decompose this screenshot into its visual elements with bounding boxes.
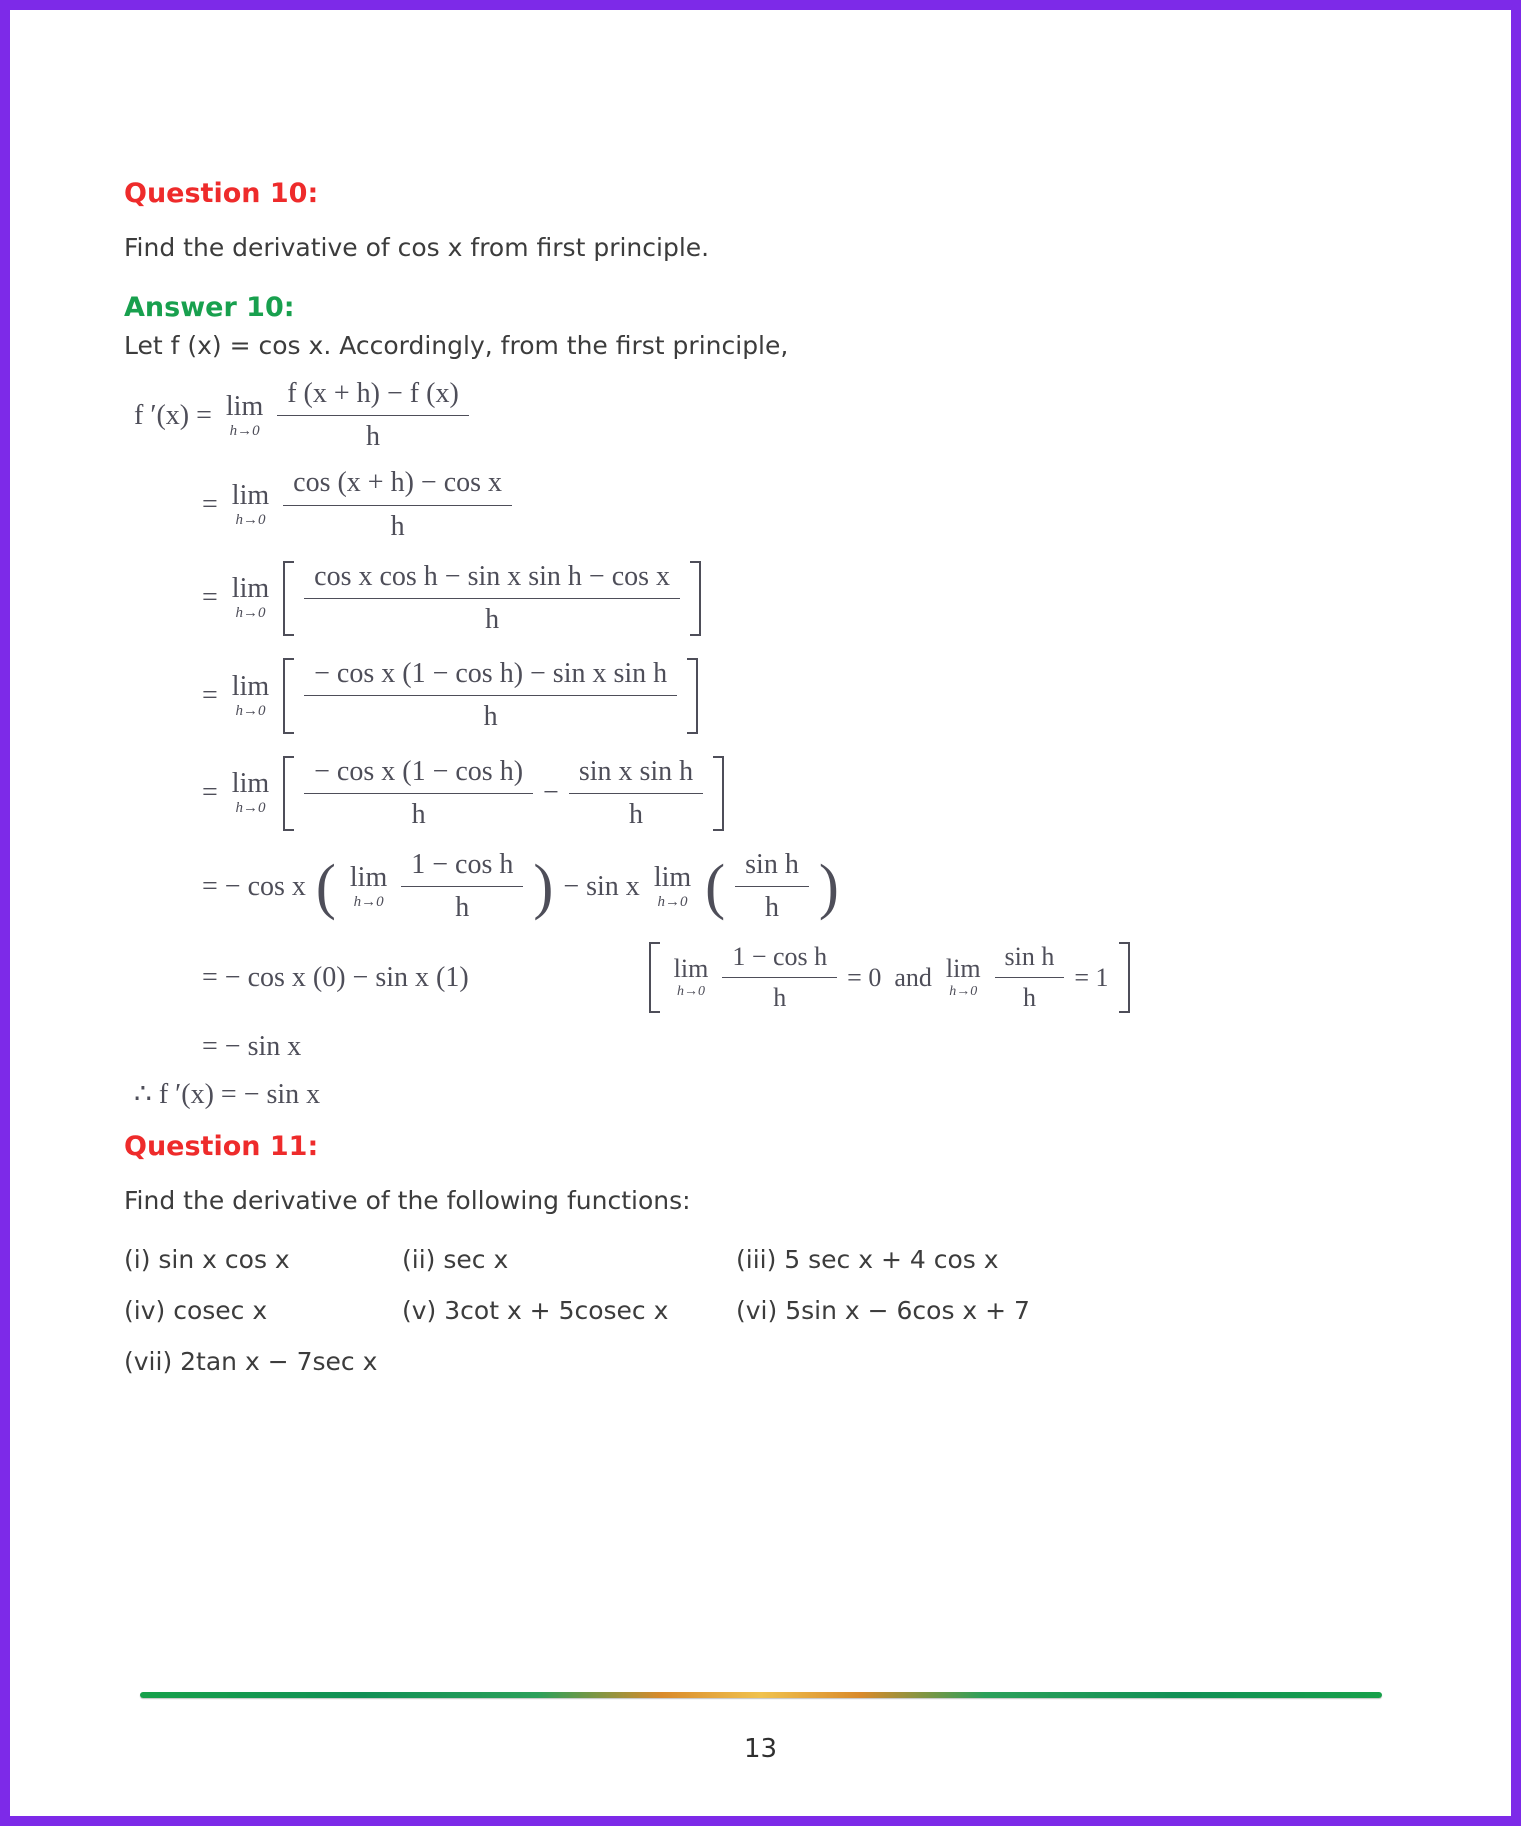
limit-operator — [231, 670, 270, 719]
left-paren: ( — [315, 851, 336, 921]
fraction — [569, 756, 703, 831]
item-iv: (iv) cosec x — [124, 1296, 268, 1326]
denominator: h — [629, 798, 643, 830]
lim-subscript: h→0 — [677, 984, 705, 1000]
denominator: h — [773, 983, 787, 1013]
line7-main: = − cos x (0) − sin x (1) — [202, 961, 469, 993]
fraction — [722, 942, 837, 1013]
lim-word: lim — [231, 480, 270, 512]
numerator: cos x cos h − sin x sin h − cos x — [304, 561, 680, 599]
item-ii: (ii) sec x — [402, 1245, 509, 1275]
square-bracket-group — [283, 557, 701, 640]
lim-subscript: h→0 — [235, 605, 266, 622]
lim-subscript: h→0 — [235, 702, 266, 719]
derivation-block — [124, 378, 1401, 1111]
right-paren: ) — [533, 851, 554, 921]
numerator: f (x + h) − f (x) — [277, 378, 469, 416]
lim-word: lim — [231, 670, 270, 702]
left-paren: ( — [705, 851, 726, 921]
limit-operator — [653, 861, 692, 910]
equation-line-4 — [202, 654, 1401, 737]
question-11-heading: Question 11: — [124, 1131, 319, 1163]
numerator: 1 − cos h — [722, 942, 837, 978]
limit-operator — [232, 575, 269, 621]
lim-subscript: h→0 — [235, 800, 266, 817]
line6-prefix: = − cos x — [202, 870, 306, 902]
left-bracket — [283, 756, 294, 831]
right-bracket — [713, 756, 724, 831]
minus-sign: − — [543, 777, 559, 809]
lim-subscript: h→0 — [235, 512, 266, 529]
fraction — [735, 849, 809, 924]
lim-word: lim — [231, 573, 270, 605]
lim-subscript: h→0 — [657, 893, 688, 910]
right-bracket — [1119, 942, 1130, 1013]
fraction — [304, 756, 533, 831]
equation-line-3 — [202, 557, 1401, 640]
denominator: h — [485, 603, 500, 635]
note-middle: = 0 and — [847, 962, 932, 992]
page-content — [10, 10, 1511, 1376]
lim-word: lim — [945, 954, 981, 984]
lim-subscript: h→0 — [949, 984, 978, 1000]
item-i: (i) sin x cos x — [124, 1245, 290, 1275]
right-bracket — [687, 658, 698, 733]
limit-operator — [232, 770, 269, 816]
fraction — [304, 561, 680, 636]
limit-operator — [674, 956, 709, 999]
limit-operator — [946, 956, 981, 999]
equation-line-6 — [202, 849, 1401, 924]
conclusion-text: ∴ f ′(x) = − sin x — [134, 1079, 321, 1111]
answer-10-intro: Let f (x) = cos x. Accordingly, from the first principle, — [124, 331, 789, 360]
question-11-prompt: Find the derivative of the following functions: — [124, 1186, 691, 1216]
fraction — [304, 658, 677, 733]
note-end: = 1 — [1074, 962, 1109, 992]
limit-operator — [349, 861, 388, 910]
limit-operator — [225, 390, 264, 439]
denominator: h — [483, 701, 498, 733]
denominator: h — [411, 798, 426, 830]
limit-operator — [232, 482, 269, 528]
numerator: sin x sin h — [569, 756, 703, 794]
square-bracket-group — [283, 654, 698, 737]
fraction — [401, 849, 523, 924]
item-iii: (iii) 5 sec x + 4 cos x — [736, 1245, 999, 1275]
answer-10-heading: Answer 10: — [124, 292, 295, 323]
question-11-items — [124, 1245, 1401, 1376]
line8-text: = − sin x — [202, 1031, 302, 1063]
numerator: cos (x + h) − cos x — [283, 467, 512, 505]
equals-sign: = — [202, 489, 218, 521]
equation-line-8 — [202, 1031, 1401, 1063]
left-bracket — [283, 561, 294, 636]
item-v: (v) 3cot x + 5cosec x — [402, 1296, 669, 1326]
lim-subscript: h→0 — [229, 422, 260, 439]
fraction — [277, 378, 469, 453]
denominator: h — [455, 892, 470, 924]
denominator: h — [764, 892, 779, 924]
question-10-heading: Question 10: — [124, 178, 319, 209]
equation-line-7 — [202, 938, 1401, 1017]
numerator: sin h — [735, 849, 809, 887]
right-bracket — [690, 561, 701, 636]
fraction — [995, 942, 1065, 1013]
question-10-prompt: Find the derivative of cos x from first principle. — [124, 233, 710, 262]
left-bracket — [283, 658, 294, 733]
denominator: h — [1022, 983, 1036, 1013]
decorative-divider — [140, 1692, 1382, 1698]
denominator: h — [390, 510, 405, 542]
numerator: sin h — [995, 942, 1065, 978]
equals-sign: = — [202, 679, 218, 711]
line1-lhs: f ′(x) = — [134, 399, 212, 431]
limit-values-note — [649, 938, 1130, 1017]
equation-line-1 — [134, 378, 1401, 453]
item-vi: (vi) 5sin x − 6cos x + 7 — [736, 1296, 1030, 1326]
numerator: − cos x (1 − cos h) − sin x sin h — [304, 658, 677, 696]
lim-word: lim — [231, 768, 270, 800]
numerator: 1 − cos h — [401, 849, 523, 887]
equation-line-5 — [202, 752, 1401, 835]
line6-middle: − sin x — [563, 870, 640, 902]
numerator: − cos x (1 − cos h) — [304, 756, 533, 794]
square-bracket-group — [283, 752, 724, 835]
left-bracket — [649, 942, 660, 1013]
equation-line-2 — [202, 467, 1401, 542]
page-number: 13 — [743, 1734, 778, 1764]
lim-subscript: h→0 — [353, 893, 384, 910]
lim-word: lim — [225, 390, 264, 422]
equals-sign: = — [202, 582, 218, 614]
lim-word: lim — [349, 861, 388, 893]
equation-line-9 — [134, 1077, 1401, 1111]
fraction — [283, 467, 512, 542]
item-vii: (vii) 2tan x − 7sec x — [124, 1347, 378, 1377]
lim-word: lim — [653, 861, 692, 893]
equals-sign: = — [202, 777, 218, 809]
lim-word: lim — [673, 954, 709, 984]
denominator: h — [366, 421, 380, 453]
right-paren: ) — [818, 851, 839, 921]
